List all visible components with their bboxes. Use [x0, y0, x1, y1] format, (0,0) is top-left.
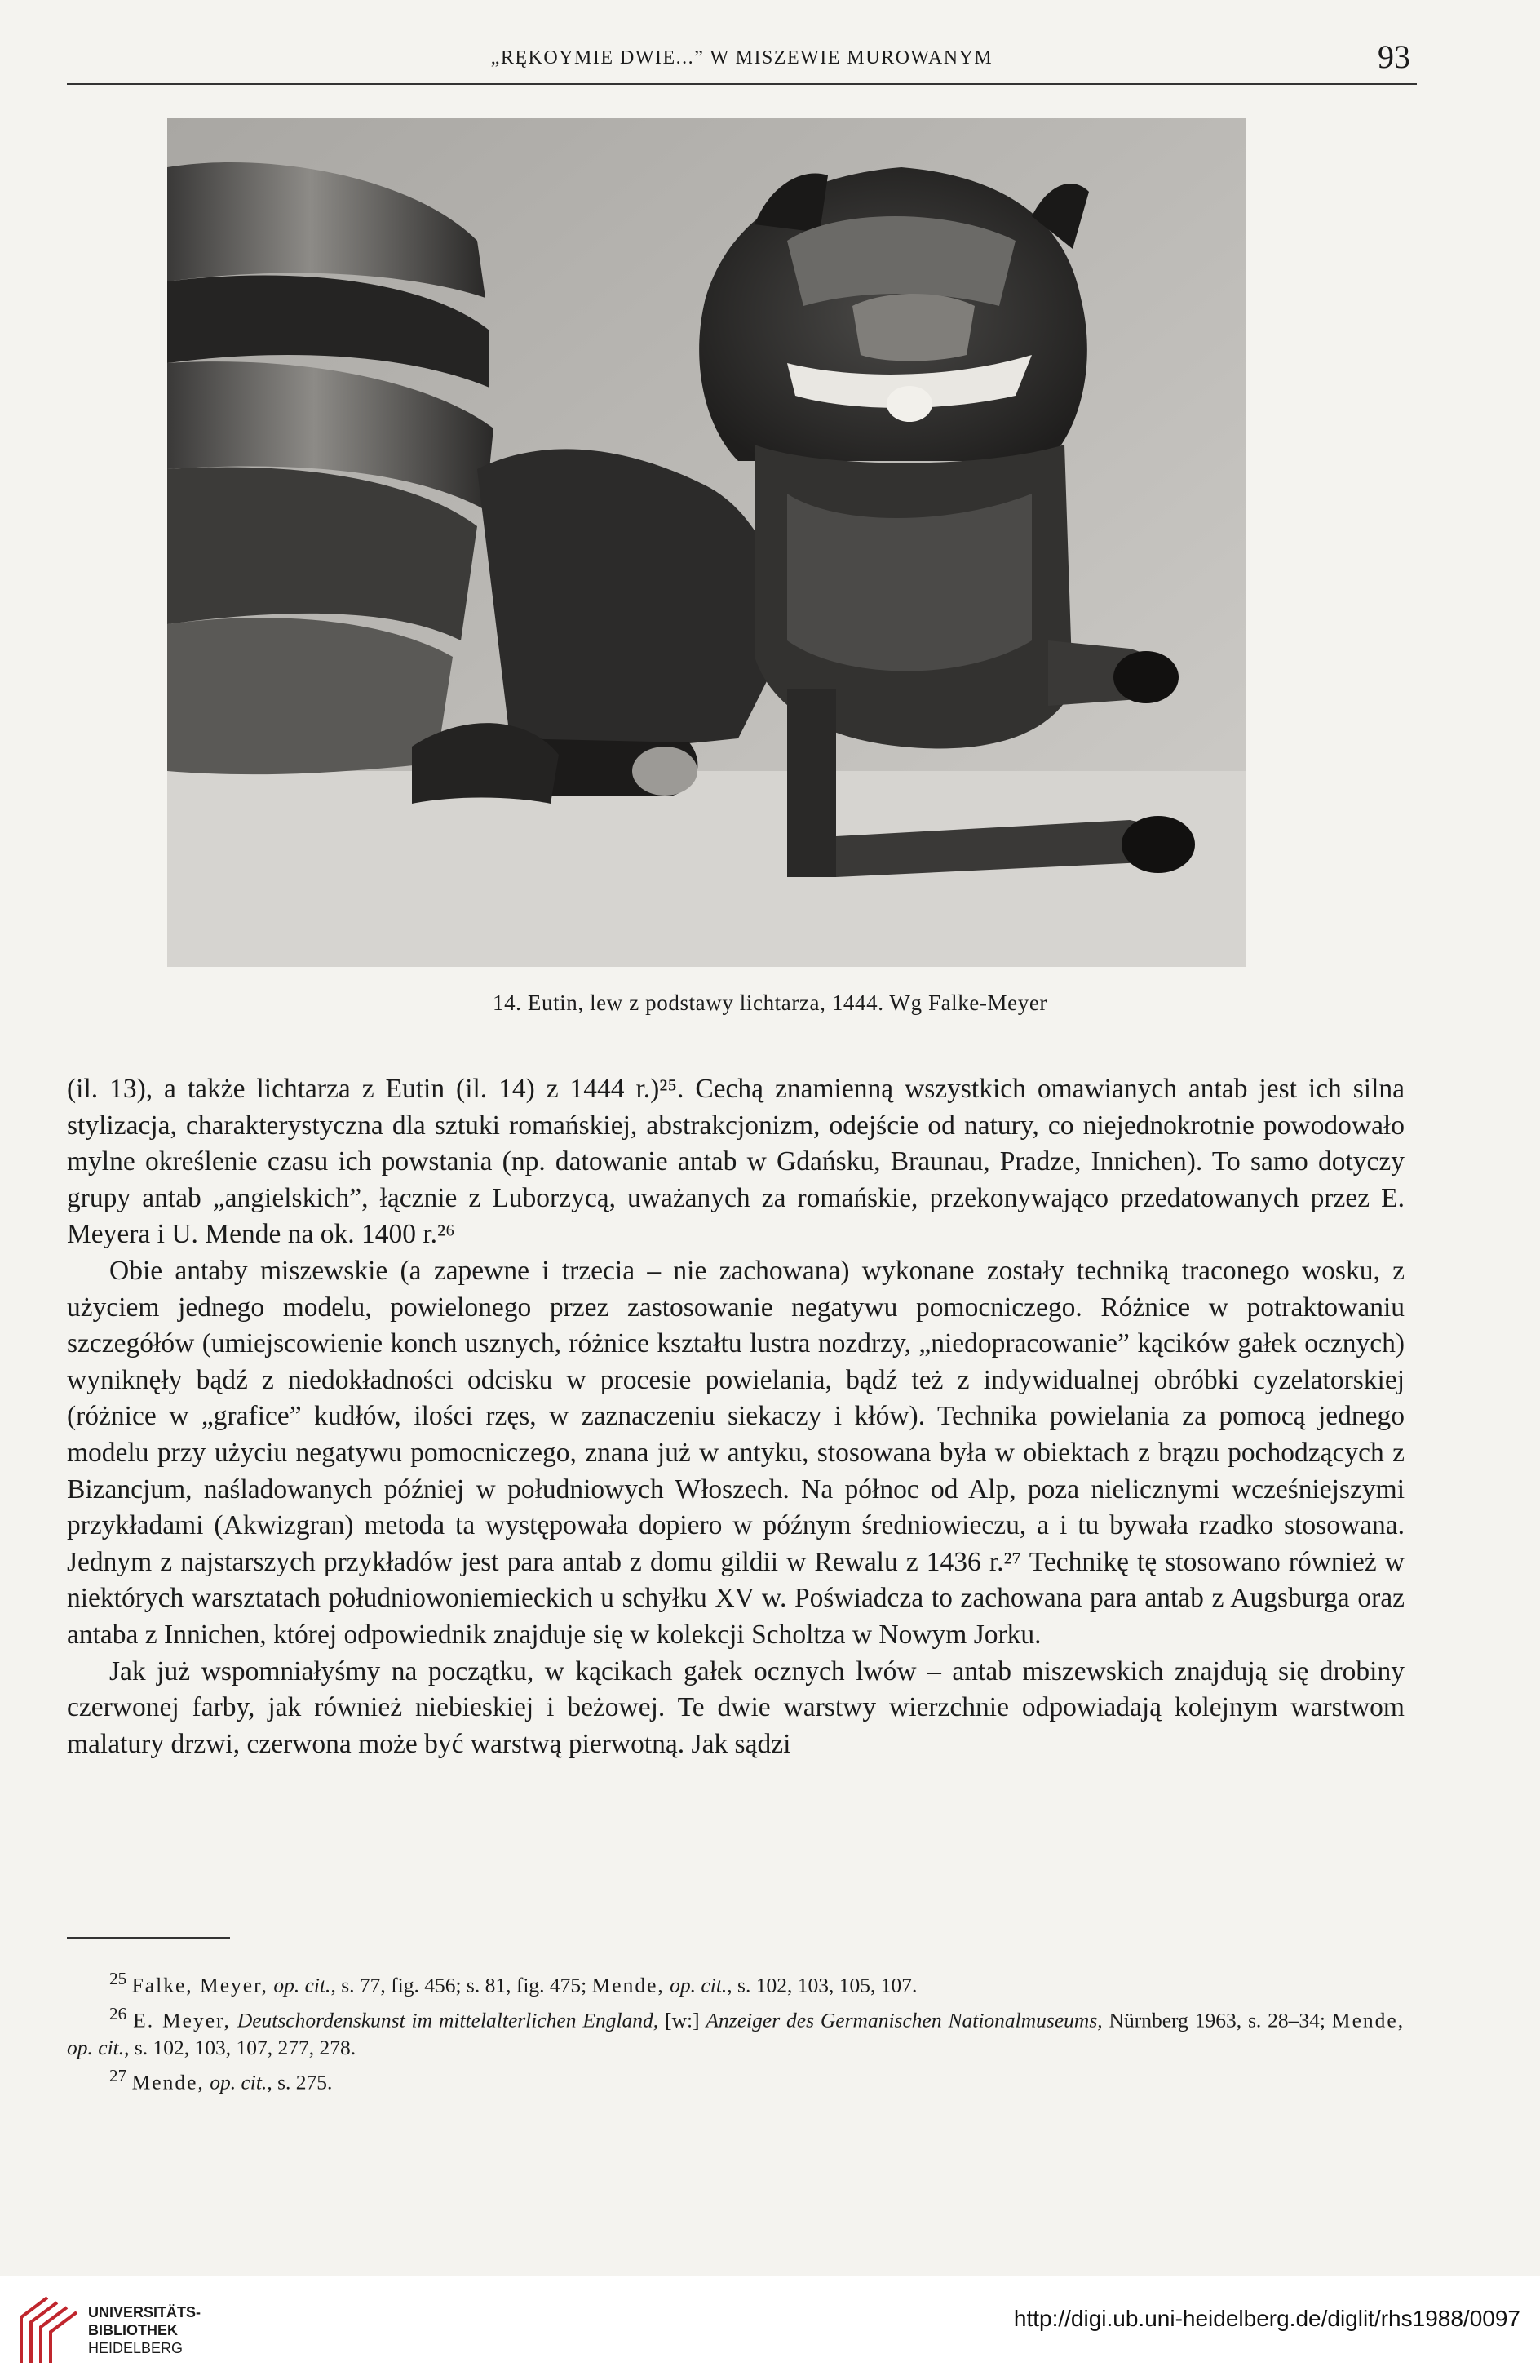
- footnote-text: Nürnberg 1963, s. 28–34;: [1109, 2008, 1325, 2032]
- body-paragraph: (il. 13), a także lichtarza z Eutin (il. 14) z 1444 r.)²⁵. Cechą znamienną wszystkich omawianych antab jest ich silna stylizacja, charakterystyczna dla sztuki romańskiej, abstrakcjonizm, odejście od natury, co niejednokrotnie powodowało mylne określenie czasu ich powstania (np. datowanie antab w Gdańsku, Braunau, Pradze, Innichen). To samo dotyczy grupy antab „angielskich”, łącznie z Luborzycą, uważanych za romańskie, przekonywająco przedatowanych przez E. Meyera i U. Mende na ok. 1400 r.²⁶: [67, 1074, 1405, 1250]
- footnote-27: [67, 2062, 1405, 2097]
- footnote-text: , s. 275.: [267, 2070, 333, 2094]
- university-library-logo-icon: [15, 2293, 82, 2364]
- footnote-text: , s. 102, 103, 105, 107.: [727, 1973, 918, 1997]
- lion-figure-illustration: [167, 118, 1246, 967]
- footnote-number: 26: [109, 2003, 127, 2023]
- figure-caption: 14. Eutin, lew z podstawy lichtarza, 1444. Wg Falke-Meyer: [492, 991, 1048, 1015]
- running-title: „RĘKOYMIE DWIE...” W MISZEWIE MUROWANYM: [490, 47, 993, 69]
- footnote-title: Anzeiger des Germanischen Nationalmuseums,: [706, 2008, 1103, 2032]
- footnote-ref: op. cit.: [273, 1973, 331, 1997]
- lion-candlestick-photo: [167, 118, 1246, 967]
- footnotes: [67, 1965, 1405, 2097]
- footnote-number: 25: [109, 1969, 127, 1988]
- footnote-author: Falke, Meyer,: [131, 1973, 268, 1997]
- footnote-title: Deutschordenskunst im mittelalterlichen England,: [237, 2008, 659, 2032]
- source-url-link[interactable]: http://digi.ub.uni-heidelberg.de/diglit/rhs1988/0097: [1013, 2306, 1520, 2331]
- footnote-ref: op. cit.: [210, 2070, 268, 2094]
- library-name: [88, 2303, 201, 2357]
- footnote-author: Mende,: [1331, 2008, 1405, 2032]
- footnote-text: , s. 77, fig. 456; s. 81, fig. 475;: [330, 1973, 587, 1997]
- body-paragraph: Jak już wspomniałyśmy na początku, w kącikach gałek ocznych lwów – antab miszewskich znajdują się drobiny czerwonej farby, jak również niebieskiej i beżowej. Te dwie warstwy wierzchnie odpowiadają kolejnym warstwom malatury drzwi, czerwona może być warstwą pierwotną. Jak sądzi: [67, 1655, 1405, 1759]
- body-paragraph: Obie antaby miszewskie (a zapewne i trzecia – nie zachowana) wykonane zostały techniką traconego wosku, z użyciem jednego modelu, powielonego przez zastosowanie negatywu pomocniczego. Różnice w potraktowaniu szczegółów (umiejscowienie konch usznych, różnice kształtu lustra nozdrzy, „niedopracowanie” kącików gałek ocznych) wyniknęły bądź z niedokładności odcisku w procesie powielania, bądź też z indywidualnej obróbki cyzelatorskiej (różnice w „grafice” kudłów, ilości rzęs, w zaznaczeniu siekaczy i kłów). Technika powielania za pomocą jednego modelu przy użyciu negatywu pomocniczego, znana już w antyku, stosowana była w obiektach z brązu pochodzących z Bizancjum, naśladowanych później w południowych Włoszech. Na północ od Alp, poza nielicznymi wcześniejszymi przykładami (Akwizgran) metoda ta występowała dopiero w późnym średniowieczu, a i tu bywała rzadko stosowana. Jednym z najstarszych przykładów jest para antab z domu gildii w Rewalu z 1436 r.²⁷ Technikę tę stosowano również w niektórych warsztatach południowoniemieckich u schyłku XV w. Poświadcza to zachowana para antab z Augsburga oraz antaba z Innichen, której odpowiednik znajduje się w kolekcji Scholtza w Nowym Jorku.: [67, 1255, 1405, 1650]
- footnote-text: [w:]: [665, 2008, 700, 2032]
- footnote-author: Mende,: [131, 2070, 205, 2094]
- footnote-ref: op. cit.: [67, 2036, 125, 2059]
- footnote-number: 27: [109, 2066, 127, 2085]
- page-number: 93: [1378, 38, 1410, 75]
- footnote-ref: op. cit.: [670, 1973, 728, 1997]
- footnote-text: , s. 102, 103, 107, 277, 278.: [124, 2036, 356, 2059]
- footnote-separator: [67, 1937, 230, 1939]
- library-name-line: UNIVERSITÄTS-: [88, 2304, 201, 2320]
- page-header: [67, 38, 1417, 85]
- footnote-author: E. Meyer,: [133, 2008, 231, 2032]
- library-name-line: HEIDELBERG: [88, 2340, 184, 2356]
- footnote-author: Mende,: [591, 1973, 665, 1997]
- body-text: [67, 1071, 1405, 1762]
- footnote-26: [67, 2000, 1405, 2063]
- library-name-line: BIBLIOTHEK: [88, 2322, 178, 2338]
- footnote-25: [67, 1965, 1405, 2000]
